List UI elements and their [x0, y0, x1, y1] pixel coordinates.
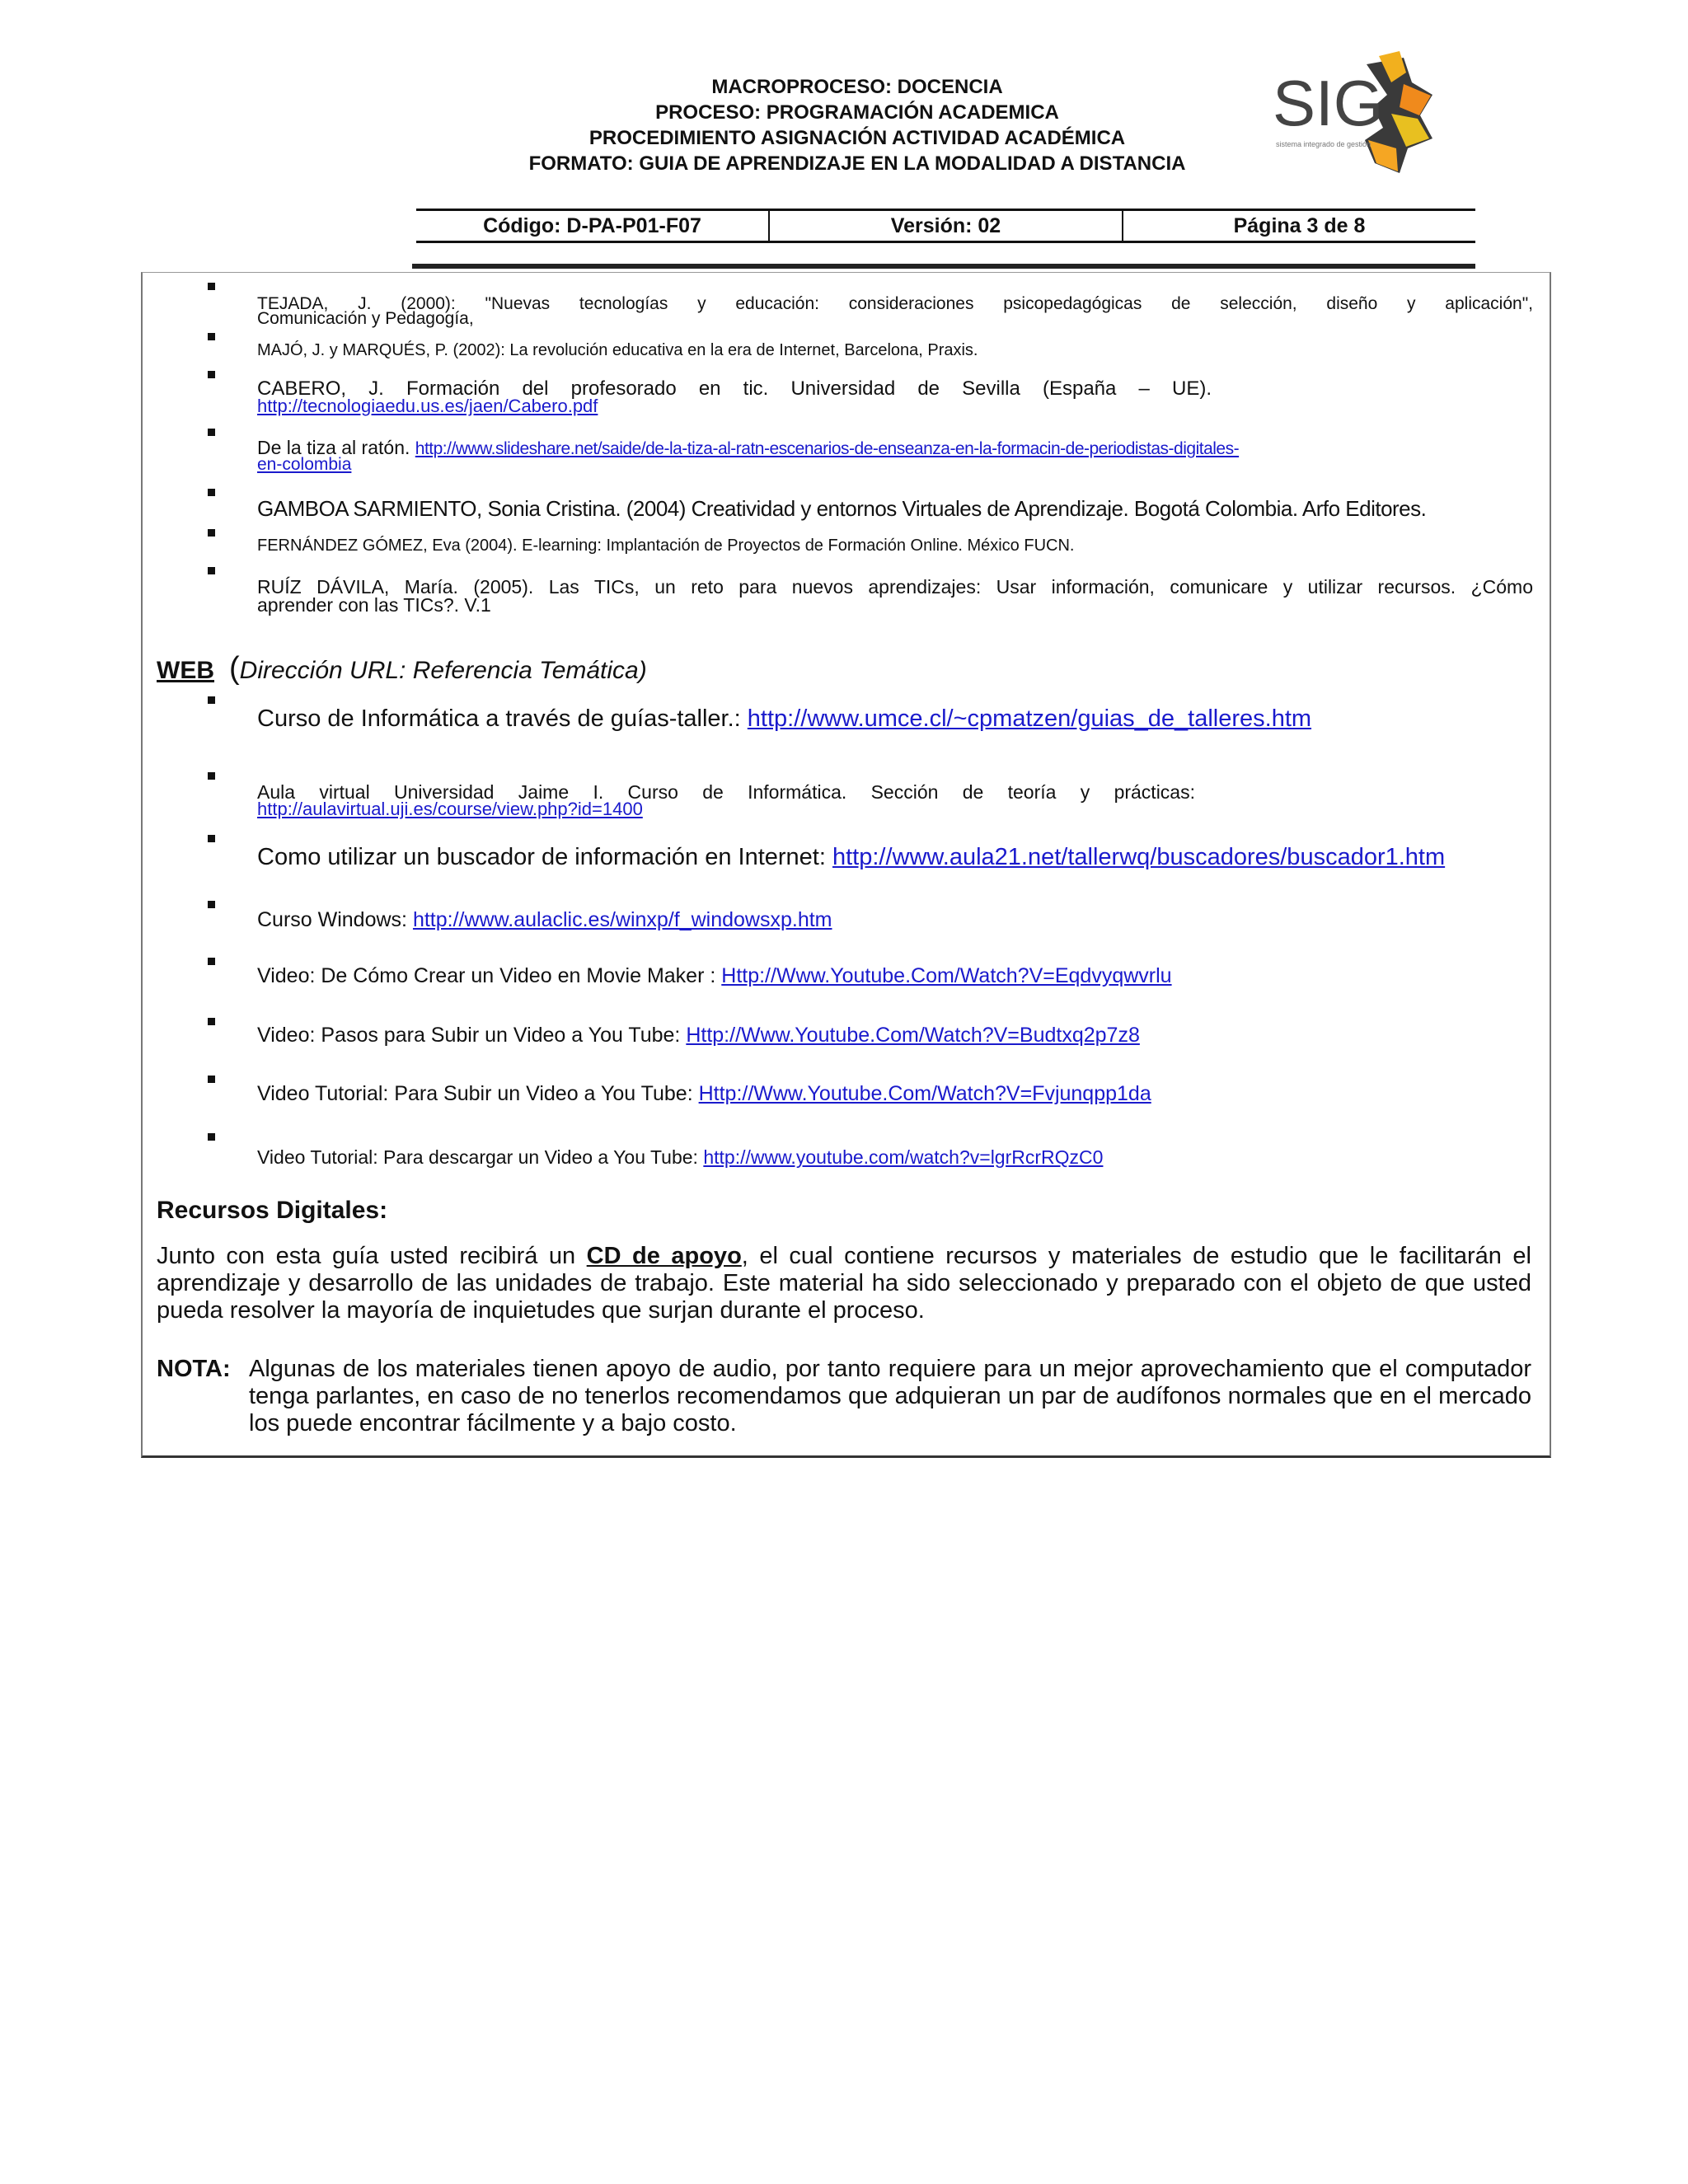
ref-majo: MAJÓ, J. y MARQUÉS, P. (2002): La revolución educativa en la era de Internet, Barcelona, Praxis.: [257, 341, 978, 359]
web-aula-text: Aula virtual Universidad Jaime I. Curso de Informática. Sección de teoría y prácticas:: [257, 781, 1195, 803]
logo-caption: sistema integrado de gestión: [1276, 140, 1372, 148]
document-code-table: [416, 209, 1475, 243]
buscador-link[interactable]: http://www.aula21.net/tallerwq/buscadores/buscador1.htm: [832, 844, 1446, 870]
recursos-text-before: Junto con esta guía usted recibirá un: [157, 1243, 587, 1269]
web-title: WEB: [157, 657, 214, 684]
bullet-icon: [208, 1133, 215, 1141]
header-proceso: PROCESO: PROGRAMACIÓN ACADEMICA: [655, 101, 1059, 124]
pagina-cell: Página 3 de 8: [1122, 211, 1475, 241]
web-video2: [257, 1025, 1533, 1046]
logo-text: SIG: [1273, 67, 1384, 139]
ref-fernandez: FERNÁNDEZ GÓMEZ, Eva (2004). E-learning: Implantación de Proyectos de Formación Online. México FUCN.: [257, 537, 1075, 555]
nota-label: NOTA:: [157, 1356, 231, 1382]
recursos-text-after: , el cual contiene recursos y materiales de estudio que le facilitarán el aprendizaje y desarrollo de las unidades de trabajo. Este material ha sido seleccionado y preparado con el objeto de que usted pueda resolver la mayoría de inquietudes que surjan durante el proceso.: [157, 1243, 1531, 1324]
ref-cabero-line1: CABERO, J. Formación del profesorado en tic. Universidad de Sevilla (España – UE).: [257, 377, 1212, 400]
bullet-icon: [208, 958, 215, 965]
bullet-icon: [208, 696, 215, 704]
sig-logo: [1268, 49, 1442, 181]
bullet-icon: [208, 1018, 215, 1025]
bullet-icon: [208, 772, 215, 780]
aula-link[interactable]: http://aulavirtual.uji.es/course/view.php?id=1400: [257, 799, 643, 819]
curso-text: Curso de Informática a través de guías-taller.:: [257, 705, 741, 732]
web-heading: [157, 651, 647, 687]
recursos-paragraph: [157, 1243, 1531, 1324]
bullet-icon: [208, 567, 215, 574]
bullet-icon: [208, 1076, 215, 1083]
cabero-link[interactable]: http://tecnologiaedu.us.es/jaen/Cabero.pdf: [257, 396, 598, 416]
bullet-icon: [208, 529, 215, 537]
bullet-icon: [208, 901, 215, 908]
bullet-icon: [208, 835, 215, 842]
bullet-icon: [208, 429, 215, 436]
version-cell: Versión: 02: [768, 211, 1122, 241]
web-buscador: [257, 846, 1533, 869]
video1-link[interactable]: Http://Www.Youtube.Com/Watch?V=Eqdvyqwvrlu: [721, 964, 1172, 987]
tiza-link-continued[interactable]: en-colombia: [257, 455, 352, 474]
header-formato: FORMATO: GUIA DE APRENDIZAJE EN LA MODALIDAD A DISTANCIA: [528, 152, 1186, 175]
curso-link[interactable]: http://www.umce.cl/~cpmatzen/guias_de_talleres.htm: [747, 705, 1312, 732]
video2-text: Video: Pasos para Subir un Video a You Tube:: [257, 1024, 681, 1047]
windows-link[interactable]: http://www.aulaclic.es/winxp/f_windowsxp.htm: [412, 908, 832, 931]
web-subtitle: Dirección URL: Referencia Temática): [239, 657, 647, 684]
web-video1: [257, 966, 1533, 987]
video3-text: Video Tutorial: Para Subir un Video a You Tube:: [257, 1082, 693, 1105]
tiza-link[interactable]: http://www.slideshare.net/saide/de-la-tiza-al-ratn-escenarios-de-enseanza-en-la-formacin-de-periodistas-digitales-: [415, 439, 1240, 458]
bullet-icon: [208, 489, 215, 496]
ref-tejada-line2: Comunicación y Pedagogía,: [257, 309, 474, 328]
video2-link[interactable]: Http://Www.Youtube.Com/Watch?V=Budtxq2p7z8: [686, 1024, 1140, 1047]
cd-apoyo: CD de apoyo: [586, 1243, 742, 1269]
video1-text: Video: De Cómo Crear un Video en Movie Maker :: [257, 964, 716, 987]
web-video3: [257, 1084, 1533, 1104]
web-windows: [257, 910, 1533, 930]
page-header: [0, 0, 1688, 280]
bullet-icon: [208, 371, 215, 378]
bullet-icon: [208, 333, 215, 340]
video3-link[interactable]: Http://Www.Youtube.Com/Watch?V=Fvjunqpp1da: [698, 1082, 1151, 1105]
bullet-icon: [208, 283, 215, 290]
header-macroproceso: MACROPROCESO: DOCENCIA: [711, 76, 1003, 98]
video4-link[interactable]: http://www.youtube.com/watch?v=lgrRcrRQzC0: [703, 1146, 1104, 1168]
header-titles: [396, 74, 1319, 176]
buscador-text: Como utilizar un buscador de información en Internet:: [257, 844, 826, 870]
ref-gamboa: GAMBOA SARMIENTO, Sonia Cristina. (2004) Creatividad y entornos Virtuales de Aprendizaje. Bogotá Colombia. Arfo Editores.: [257, 496, 1427, 521]
tiza-prefix: De la tiza al ratón.: [257, 437, 410, 458]
web-video4: [257, 1148, 1533, 1167]
header-divider: [412, 264, 1475, 269]
web-curso: [257, 707, 1533, 731]
nota-text: Algunas de los materiales tienen apoyo de audio, por tanto requiere para un mejor aprovechamiento que el computador tenga parlantes, en caso de no tenerlos recomendamos que adquieran un par de audífonos normales que en el mercado los puede encontrar fácilmente y a bajo costo.: [249, 1356, 1531, 1436]
web-paren: (: [229, 651, 240, 686]
recursos-title: Recursos Digitales:: [157, 1197, 388, 1224]
ref-tejada-line1: TEJADA, J. (2000): "Nuevas tecnologías y educación: consideraciones psicopedagógicas de selección, diseño y aplicación",: [257, 294, 1533, 313]
ref-ruiz-line2: aprender con las TICs?. V.1: [257, 594, 491, 616]
ref-ruiz-line1: RUÍZ DÁVILA, María. (2005). Las TICs, un reto para nuevos aprendizajes: Usar información, comunicare y utilizar recursos. ¿Cómo: [257, 576, 1533, 598]
video4-text: Video Tutorial: Para descargar un Video a You Tube:: [257, 1146, 698, 1168]
header-procedimiento: PROCEDIMIENTO ASIGNACIÓN ACTIVIDAD ACADÉMICA: [588, 127, 1126, 149]
windows-text: Curso Windows:: [257, 908, 407, 931]
codigo-cell: Código: D-PA-P01-F07: [483, 213, 701, 237]
